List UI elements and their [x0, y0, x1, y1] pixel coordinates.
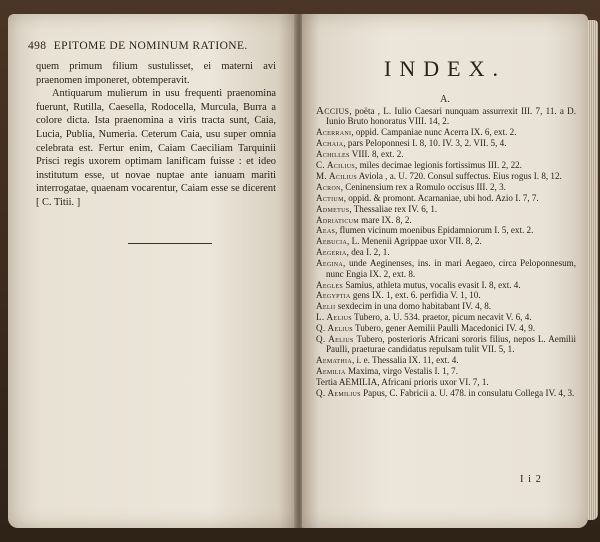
index-entry-head: Q. Aelius: [316, 323, 353, 334]
index-entry: [316, 193, 576, 203]
page-edges: [588, 20, 598, 520]
index-entry-head: Q. Aelius: [316, 334, 354, 345]
index-entry: [316, 312, 576, 322]
index-entry-head: M. Acilius: [316, 170, 358, 181]
index-entry-text: , oppid. Campaniae nunc Acerra IX. 6, ext. 2.: [351, 127, 517, 138]
paragraph: Antiquarum mulierum in usu frequenti praenomina fuerunt, Rutilla, Caesella, Rodocella, Murcula, Burra a colore dicta. Ista praenomina a viris tracta sunt, Caia, Lucia, Publia, Numeria. Ceterum Caia, usu super omnia celebrata est. Fertur enim, Caiam Caeciliam Tarquinii Prisci regis uxorem optimam lanificam fuisse : et ideo institutum esse, ut novae nuptae ante ianuam mariti interrogatae, quaenam vocarentur, Caiam esse se dicerent [ C. Titii. ]: [36, 88, 276, 208]
index-entry-text: , i. e. Thessalia IX. 11, ext. 4.: [351, 355, 459, 366]
signature-mark: I i 2: [520, 474, 542, 485]
paragraph: quem primum filium sustulisset, ei materni avi praenomen imponeret, obtemperavit.: [36, 61, 276, 86]
index-entry: [316, 204, 576, 214]
index-entry: [316, 334, 576, 355]
index-entry: [316, 280, 576, 290]
index-entry-text: , oppid. & promont. Acarnaniae, ubi hod. Azio I. 7, 7.: [343, 192, 539, 203]
index-entry-head: Acron: [316, 181, 341, 192]
index-entry-head: Aebucia: [316, 236, 348, 247]
index-entry: [316, 225, 576, 235]
index-entry: [316, 258, 576, 279]
index-section-letter: A.: [440, 94, 450, 105]
index-entry: [316, 127, 576, 137]
index-entry: [316, 247, 576, 257]
index-list: [316, 106, 576, 399]
index-entry-head: L. Aelius: [316, 312, 352, 323]
index-entry-text: , poëta , L. Iulio Caesari nunquam assurrexit III. 7, 11. a D. Iunio Bruto honoratus VIII. 14, 2.: [326, 106, 576, 127]
index-entry-text: Maxima, virgo Vestalis I. 1, 7.: [345, 366, 458, 377]
index-entry-text: Papus, C. Fabricii a. U. 478. in consulatu Collega IV. 4, 3.: [360, 388, 575, 399]
section-rule: [128, 243, 212, 244]
index-entry: [316, 236, 576, 246]
index-entry: [316, 149, 576, 159]
index-entry: [316, 355, 576, 365]
index-entry-text: gens IX. 1, ext. 6. perfidia V. 1, 10.: [350, 290, 481, 301]
index-entry-text: Aviola , a. U. 720. Consul suffectus. Eius rogus I. 8, 12.: [357, 170, 562, 181]
index-entry-head: Aegyptia: [316, 290, 351, 301]
index-entry-text: Tubero, a. U. 534. praetor, picum necavit V. 6, 4.: [351, 312, 532, 323]
left-page-body: [36, 60, 276, 210]
index-entry-head: Acerrani: [316, 127, 352, 138]
index-entry-head: Aegeria: [316, 247, 347, 258]
index-entry: [316, 290, 576, 300]
index-entry-text: Tubero, gener Aemilii Paulli Macedonici IV. 4, 9.: [352, 323, 536, 334]
index-entry-head: Achilles: [316, 149, 350, 160]
index-entry-head: Aegina: [316, 258, 344, 269]
index-entry: [316, 377, 576, 387]
index-entry-head: Aeas: [316, 225, 336, 236]
index-entry: [316, 171, 576, 181]
index-entry-text: Tubero, posterioris Africani sororis filius, nepos L. Aemilii Paulli, praeturae candidatus repulsam tulit VII. 5, 1.: [326, 334, 576, 355]
index-entry: [316, 106, 576, 127]
index-entry-text: , pars Peloponnesi I. 8, 10. IV. 3, 2. VII. 5, 4.: [343, 138, 507, 149]
index-entry-head: Q. Aemilius: [316, 388, 361, 399]
index-entry-head: Achaia: [316, 138, 344, 149]
index-entry-text: , Ceninensium rex a Romulo occisus III. 2, 3.: [340, 181, 506, 192]
index-entry-head: Aemathia: [316, 355, 352, 366]
index-entry: [316, 323, 576, 333]
index-entry: [316, 160, 576, 170]
index-entry: [316, 388, 576, 398]
index-entry-text: , flumen vicinum moenibus Epidamniorum I. 5, ext. 2.: [335, 225, 534, 236]
index-entry-head: Aegles: [316, 279, 344, 290]
index-entry-head: Actium: [316, 192, 344, 203]
index-entry: [316, 182, 576, 192]
index-entry-text: VIII. 8, ext. 2.: [349, 149, 404, 160]
index-entry-head: Aelii: [316, 301, 336, 312]
index-entry-text: Tertia AEMILIA, Africani prioris uxor VI. 7, 1.: [316, 377, 489, 388]
index-entry-text: Samius, athleta mutus, vocalis evasit I. 8, ext. 4.: [343, 279, 521, 290]
index-entry-head: Accius: [316, 105, 350, 117]
index-entry-text: , Thessaliae rex IV. 6, 1.: [349, 203, 438, 214]
index-entry-head: Admetus: [316, 203, 350, 214]
index-entry: [316, 138, 576, 148]
index-entry-head: Adriaticum: [316, 214, 359, 225]
index-entry: [316, 215, 576, 225]
index-entry-head: Aemilia: [316, 366, 346, 377]
index-entry-text: , unde Aeginenses, ins. in mari Aegaeo, circa Peloponnesum, nunc Engia IX. 2, ext. 8.: [326, 258, 576, 279]
index-entry: [316, 366, 576, 376]
running-head: [28, 40, 278, 52]
index-entry-head: C. Acilius: [316, 160, 356, 171]
index-entry-text: , miles decimae legionis fortissimus III. 2, 22.: [355, 160, 522, 171]
page-number: 498: [28, 40, 47, 52]
index-entry-text: , dea I. 2, 1.: [346, 247, 390, 258]
index-entry: [316, 301, 576, 311]
index-entry-text: mare IX. 8, 2.: [358, 214, 412, 225]
index-entry-text: sexdecim in una domo habitabant IV. 4, 8.: [335, 301, 492, 312]
index-entry-text: , L. Menenii Agrippae uxor VII. 8, 2.: [347, 236, 482, 247]
index-title: INDEX.: [384, 56, 506, 81]
running-head-title: EPITOME DE NOMINUM RATIONE.: [53, 40, 248, 52]
